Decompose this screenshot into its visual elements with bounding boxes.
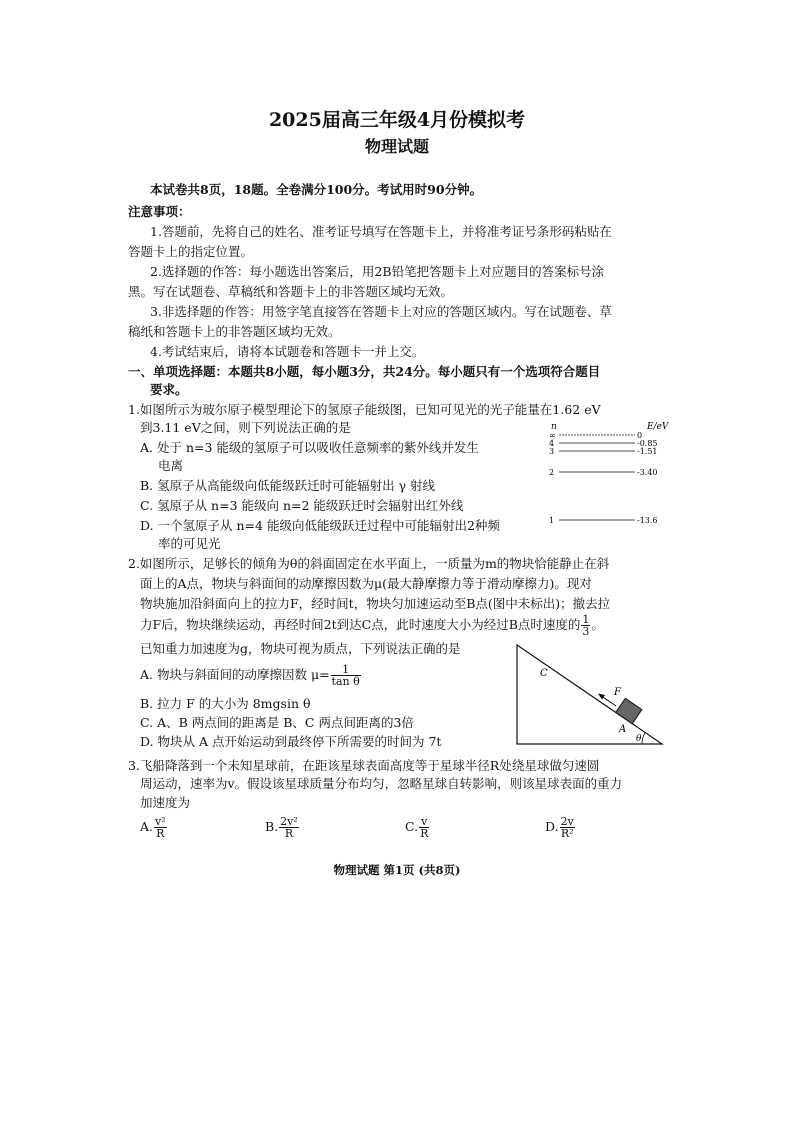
q1-option-c: C. 氢原子从 n=3 能级向 n=2 能级跃迁时会辐射出红外线: [140, 498, 464, 513]
fraction: $\frac{\text{2v²}}{R}$: [280, 815, 298, 840]
q2-stem-cont: 力F后，物块继续运动，再经时间2t到达C点，此时速度大小为经过B点时速度的 $\frac{1}{3}$ 。: [140, 613, 604, 638]
note-line: 4.考试结束后，请将本试题卷和答题卡一并上交。: [150, 344, 425, 359]
level-energy: -3.40: [637, 468, 658, 477]
level-n: 2: [549, 468, 555, 477]
energy-axis-label: E/eV: [647, 422, 669, 432]
level-n: 4: [549, 439, 555, 448]
q3-option-c: C. $\frac{v}{R}$: [405, 815, 429, 840]
level-n: 3: [549, 447, 555, 456]
section-heading: 一、单项选择题：本题共8小题，每小题3分，共24分。每小题只有一个选项符合题目: [128, 364, 601, 379]
q2-option-c: C. A、B 两点间的距离是 B、C 两点间距离的3倍: [140, 715, 414, 730]
note-line: 答题卡上的指定位置。: [128, 244, 254, 259]
level-energy: -13.6: [637, 516, 658, 525]
point-a-label: A: [619, 724, 627, 735]
incline-figure: [512, 640, 672, 750]
q2-stem: 2.如图所示，足够长的倾角为θ的斜面固定在水平面上，一质量为m的物块恰能静止在斜: [128, 556, 610, 571]
exam-summary: 本试卷共8页，18题。全卷满分100分。考试用时90分钟。: [150, 182, 483, 197]
force-label: F: [614, 687, 621, 698]
q1-option-d: D. 一个氢原子从 n=4 能级向低能级跃迁过程中可能辐射出2种频: [140, 518, 500, 533]
q3-option-d: D. $\frac{2v}{\text{R²}}$: [545, 815, 574, 840]
q3-stem-cont: 周运动，速率为v。假设该星球质量分布均匀，忽略星球自转影响，则该星球表面的重力: [140, 776, 623, 791]
block: [616, 698, 642, 723]
fraction: $\frac{1}{\text{tan θ}}$: [331, 663, 360, 688]
q1-option-d-cont: 率的可见光: [158, 536, 221, 551]
point-c-label: C: [540, 668, 548, 679]
note-line: 3.非选择题的作答：用签字笔直接答在答题卡上对应的答题区域内。写在试题卷、草: [150, 304, 612, 319]
q3-option-b: B. $\frac{\text{2v²}}{R}$: [265, 815, 298, 840]
q2-option-d: D. 物块从 A 点开始运动到最终停下所需要的时间为 7t: [140, 734, 442, 749]
note-line: 稿纸和答题卡上的非答题区域均无效。: [128, 324, 341, 339]
page-footer: 物理试题 第1页 (共8页): [333, 863, 461, 877]
q1-stem-cont: 到3.11 eV之间，则下列说法正确的是: [140, 420, 351, 435]
fraction: $\frac{\text{v²}}{R}$: [155, 815, 166, 840]
level-energy: -0.85: [637, 439, 658, 448]
level-energy: -1.51: [637, 447, 658, 456]
incline-triangle: [517, 645, 662, 744]
q2-stem-cont: 已知重力加速度为g，物块可视为质点，下列说法正确的是: [140, 641, 461, 656]
angle-arc: [642, 733, 645, 744]
q3-stem-cont: 加速度为: [140, 795, 191, 810]
level-n: ∞: [549, 431, 556, 440]
energy-level-diagram: [545, 418, 675, 530]
exam-title: 2025届高三年级4月份模拟考: [268, 109, 526, 131]
q1-option-a-cont: 电离: [158, 458, 184, 473]
q1-option-b: B. 氢原子从高能级向低能级跃迁时可能辐射出 γ 射线: [140, 478, 436, 493]
theta-label: θ: [636, 734, 642, 744]
q3-option-a: A. $\frac{\text{v²}}{R}$: [140, 815, 166, 840]
exam-subtitle: 物理试题: [364, 137, 429, 156]
note-line: 2.选择题的作答：每小题选出答案后，用2B铅笔把答题卡上对应题目的答案标号涂: [150, 264, 605, 279]
fraction: $\frac{2v}{\text{R²}}$: [560, 815, 574, 840]
q2-stem-cont: 物块施加沿斜面向上的拉力F，经时间t，物块匀加速运动至B点(图中未标出)；撤去拉: [140, 596, 611, 611]
q2-option-a: A. 物块与斜面间的动摩擦因数 μ= $\frac{1}{\text{tan θ}}$: [140, 663, 360, 688]
section-heading-cont: 要求。: [150, 382, 188, 397]
q1-stem: 1.如图所示为玻尔原子模型理论下的氢原子能级图，已知可见光的光子能量在1.62 eV: [128, 402, 601, 417]
q2-stem-cont: 面上的A点，物块与斜面间的动摩擦因数为μ(最大静摩擦力等于滑动摩擦力)。现对: [140, 576, 592, 591]
fraction: $\frac{1}{3}$: [582, 613, 590, 638]
q2-option-b: B. 拉力 F 的大小为 8mgsin θ: [140, 696, 311, 711]
level-n: 1: [549, 516, 555, 525]
fraction: $\frac{v}{R}$: [420, 815, 429, 840]
force-arrowhead: [598, 694, 605, 700]
q3-stem: 3.飞船降落到一个未知星球前，在距该星球表面高度等于星球半径R处绕星球做匀速圆: [128, 758, 600, 773]
q1-option-a: A. 处于 n=3 能级的氢原子可以吸收任意频率的紫外线并发生: [140, 440, 479, 455]
note-line: 黑。写在试题卷、草稿纸和答题卡上的非答题区域均无效。: [128, 284, 454, 299]
note-line: 1.答题前，先将自己的姓名、准考证号填写在答题卡上，并将准考证号条形码粘贴在: [150, 224, 612, 239]
level-energy: 0: [637, 431, 643, 440]
notice-heading: 注意事项：: [128, 204, 191, 219]
n-axis-label: n: [551, 422, 557, 432]
q2-stem-text: 力F后，物块继续运动，再经时间2t到达C点，此时速度大小为经过B点时速度的: [140, 617, 581, 632]
